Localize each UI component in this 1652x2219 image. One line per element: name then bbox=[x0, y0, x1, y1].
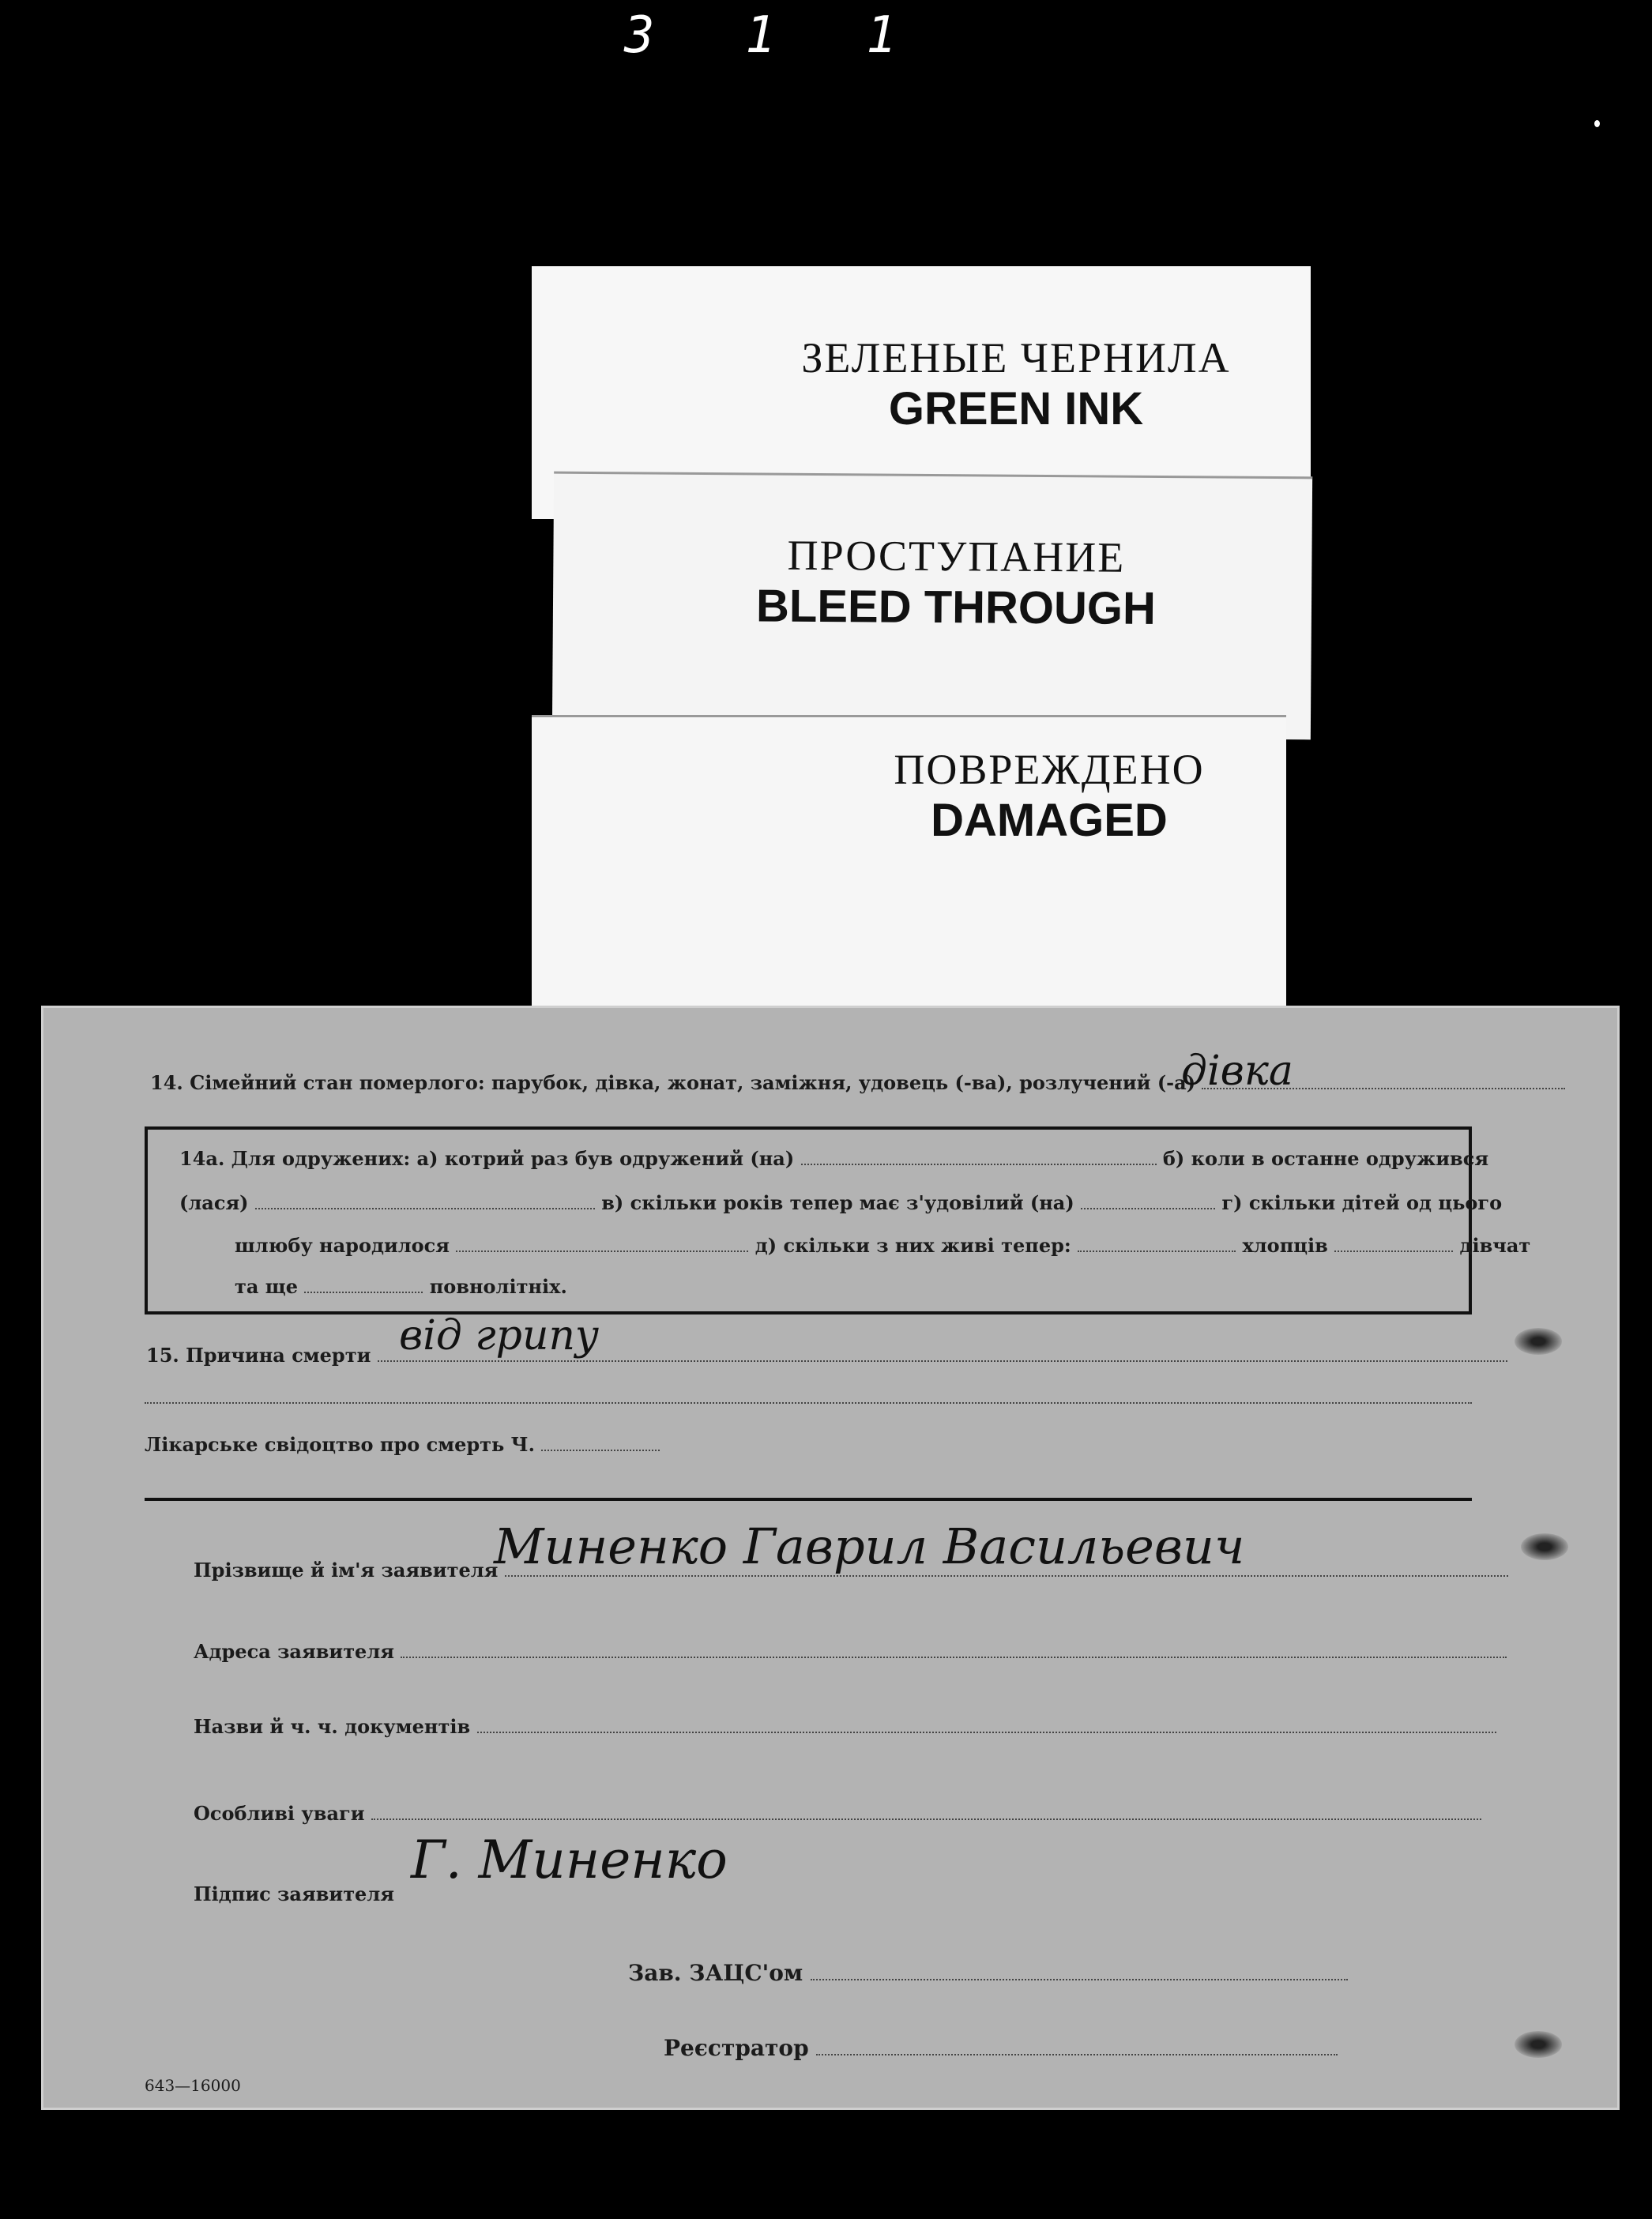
fill-line bbox=[255, 1208, 595, 1209]
item14-label: 14. Сімейний стан померлого: парубок, дівка, жонат, заміжня, удовець (-ва), розлучений (-а) bbox=[150, 1071, 1196, 1094]
item15-row bbox=[146, 1344, 1507, 1367]
head-label: Зав. ЗАЦС'ом bbox=[628, 1960, 803, 1986]
punch-hole bbox=[1515, 2031, 1562, 2058]
item14a-line3-a: шлюбу народилося bbox=[235, 1234, 450, 1257]
film-speck bbox=[1594, 120, 1600, 127]
item14a-line1-b: б) коли в останне одружився bbox=[1162, 1147, 1489, 1170]
punch-hole bbox=[1521, 1533, 1568, 1560]
fill-line bbox=[371, 1818, 1481, 1820]
item14a-line3-c: хлопців bbox=[1242, 1234, 1328, 1257]
fill-line bbox=[541, 1450, 660, 1451]
item14-handwritten: дівка bbox=[1181, 1047, 1293, 1095]
item14a-line1-a: 14а. Для одружених: а) котрий раз був одружений (на) bbox=[179, 1147, 795, 1170]
fill-line bbox=[145, 1402, 1472, 1404]
bleed-through-card bbox=[552, 472, 1312, 740]
item14a-line2-c: г) скільки дітей од цього bbox=[1221, 1191, 1503, 1214]
documents-row bbox=[194, 1715, 1496, 1738]
fill-line bbox=[801, 1164, 1157, 1165]
item14a-line3-b: д) скільки з них живі тепер: bbox=[755, 1234, 1071, 1257]
medical-cert-label: Лікарське свідоцтво про смерть Ч. bbox=[145, 1433, 535, 1456]
item15-continuation bbox=[145, 1386, 1472, 1409]
notes-label: Особливі уваги bbox=[194, 1802, 365, 1825]
bleed-through-label-en: BLEED THROUGH bbox=[755, 580, 1157, 634]
film-frame-number: 3 1 1 bbox=[624, 6, 927, 65]
fill-line bbox=[505, 1575, 1508, 1577]
fill-line bbox=[811, 1979, 1348, 1980]
item15-label: 15. Причина смерти bbox=[146, 1344, 371, 1367]
fill-line bbox=[456, 1251, 748, 1252]
item14a-line4-a: та ще bbox=[235, 1275, 299, 1298]
signature-row bbox=[194, 1882, 394, 1905]
signature-label: Підпис заявителя bbox=[194, 1882, 394, 1905]
medical-cert-row bbox=[145, 1433, 660, 1456]
registrar-label: Реєстратор bbox=[664, 2035, 809, 2061]
green-ink-label-en: GREEN INK bbox=[888, 383, 1144, 434]
green-ink-label-ru: ЗЕЛЕНЫЕ ЧЕРНИЛА bbox=[801, 334, 1231, 382]
item15-fill-line bbox=[378, 1360, 1507, 1362]
item14a-box bbox=[145, 1126, 1531, 1314]
applicant-address-label: Адреса заявителя bbox=[194, 1640, 394, 1663]
section-divider bbox=[145, 1498, 1472, 1501]
damaged-label-en: DAMAGED bbox=[931, 795, 1168, 846]
applicant-signature: Г. Миненко bbox=[411, 1830, 728, 1890]
item14a-line2-a: (лася) bbox=[179, 1191, 249, 1214]
fill-line bbox=[1334, 1251, 1453, 1252]
item14a-line1 bbox=[179, 1147, 1488, 1170]
punch-hole bbox=[1515, 1328, 1562, 1355]
head-row bbox=[628, 1960, 1348, 1986]
item15-handwritten: від грипу bbox=[399, 1312, 600, 1360]
applicant-name-handwritten: Миненко Гаврил Васильевич bbox=[494, 1518, 1245, 1575]
registrar-row bbox=[664, 2035, 1338, 2061]
applicant-name-label: Прізвище й ім'я заявителя bbox=[194, 1559, 499, 1582]
item14a-line2-b: в) скільки років тепер має з'удовілий (на) bbox=[601, 1191, 1074, 1214]
damaged-card bbox=[532, 715, 1286, 1017]
print-code: 643—16000 bbox=[145, 2076, 241, 2095]
item14a-line2 bbox=[179, 1191, 1502, 1214]
fill-line bbox=[477, 1732, 1496, 1733]
documents-label: Назви й ч. ч. документів bbox=[194, 1715, 471, 1738]
bleed-through-label-ru: ПРОСТУПАНИЕ bbox=[787, 531, 1126, 581]
fill-line bbox=[304, 1292, 423, 1293]
item14a-line4-b: повнолітніх. bbox=[429, 1275, 567, 1298]
death-registration-form bbox=[41, 1006, 1620, 2110]
item14a-line3-d: дівчат bbox=[1459, 1234, 1531, 1257]
fill-line bbox=[1081, 1208, 1215, 1209]
fill-line bbox=[1078, 1251, 1236, 1252]
item14a-line3 bbox=[235, 1234, 1530, 1257]
fill-line bbox=[401, 1657, 1507, 1658]
fill-line bbox=[816, 2054, 1338, 2055]
item14a-line4 bbox=[235, 1275, 567, 1298]
applicant-address-row bbox=[194, 1640, 1507, 1663]
notes-row bbox=[194, 1802, 1481, 1825]
damaged-label-ru: ПОВРЕЖДЕНО bbox=[894, 746, 1205, 793]
item14-row bbox=[150, 1071, 1565, 1094]
